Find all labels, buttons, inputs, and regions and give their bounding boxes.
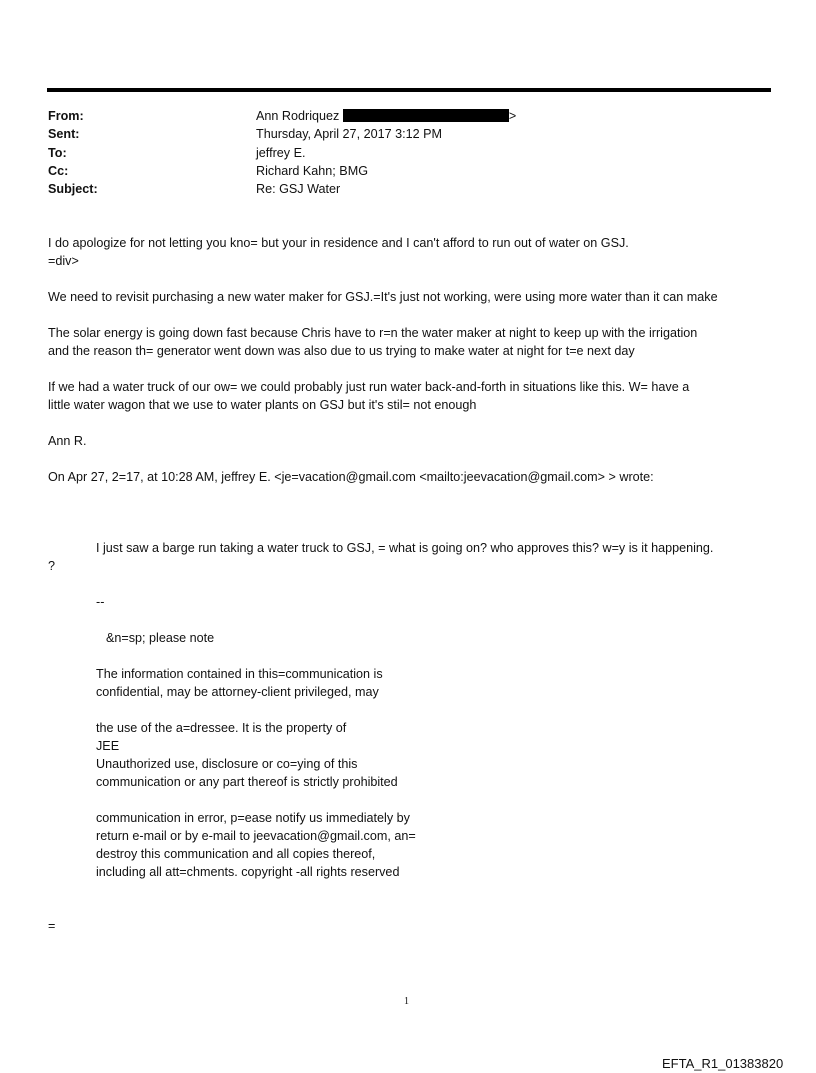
signature: Ann R. (48, 434, 87, 448)
from-name: Ann Rodriquez (256, 109, 340, 123)
sent-value: Thursday, April 27, 2017 3:12 PM (256, 127, 442, 141)
body-line: and the reason th= generator went down was also due to us trying to make water at night for t=e next day (48, 344, 635, 358)
trailing-equals: = (48, 919, 56, 933)
disclaimer-line: Unauthorized use, disclosure or co=ying of this (96, 757, 358, 771)
from-tail: > (508, 109, 517, 123)
disclaimer-line: including all att=chments. copyright -all rights reserved (96, 865, 400, 879)
redaction-bar (343, 109, 509, 122)
subject-value: Re: GSJ Water (256, 182, 341, 196)
header-rule (47, 88, 771, 92)
disclaimer-line: JEE (96, 739, 120, 753)
cc-value: Richard Kahn; BMG (256, 164, 368, 178)
body-line: If we had a water truck of our ow= we could probably just run water back-and-forth in situations like this. W= have a (48, 380, 690, 394)
body-line: =div> (48, 254, 79, 268)
quoted-dashes: -- (96, 595, 105, 609)
disclaimer-line: communication in error, p=ease notify us immediately by (96, 811, 410, 825)
quoted-note: &n=sp; please note (106, 631, 215, 645)
to-label: To: (48, 146, 67, 160)
disclaimer-line: confidential, may be attorney-client privileged, may (96, 685, 379, 699)
body-line: The solar energy is going down fast because Chris have to r=n the water maker at night to keep up with the irrigation (48, 326, 698, 340)
cc-label: Cc: (48, 164, 69, 178)
quoted-line: I just saw a barge run taking a water truck to GSJ, = what is going on? who approves this? w=y is it happening. (96, 541, 714, 555)
disclaimer-line: The information contained in this=communication is (96, 667, 383, 681)
body-line: We need to revisit purchasing a new water maker for GSJ.=It's just not working, were using more water than it can make (48, 290, 718, 304)
disclaimer-line: communication or any part thereof is strictly prohibited (96, 775, 398, 789)
quote-intro: On Apr 27, 2=17, at 10:28 AM, jeffrey E. <je=vacation@gmail.com <mailto:jeevacation@gmail.com> > wrote: (48, 470, 654, 484)
disclaimer-line: destroy this communication and all copies thereof, (96, 847, 376, 861)
body-line: little water wagon that we use to water plants on GSJ but it's stil= not enough (48, 398, 477, 412)
to-value: jeffrey E. (256, 146, 306, 160)
quoted-line: ? (48, 559, 56, 573)
bates-number: EFTA_R1_01383820 (662, 1056, 784, 1071)
subject-label: Subject: (48, 182, 98, 196)
from-value (256, 107, 516, 125)
page-number: 1 (404, 996, 409, 1007)
disclaimer-line: return e-mail or by e-mail to jeevacation@gmail.com, an= (96, 829, 416, 843)
body-line: I do apologize for not letting you kno= but your in residence and I can't afford to run out of water on GSJ. (48, 236, 629, 250)
sent-label: Sent: (48, 127, 80, 141)
from-label: From: (48, 109, 84, 123)
disclaimer-line: the use of the a=dressee. It is the property of (96, 721, 347, 735)
